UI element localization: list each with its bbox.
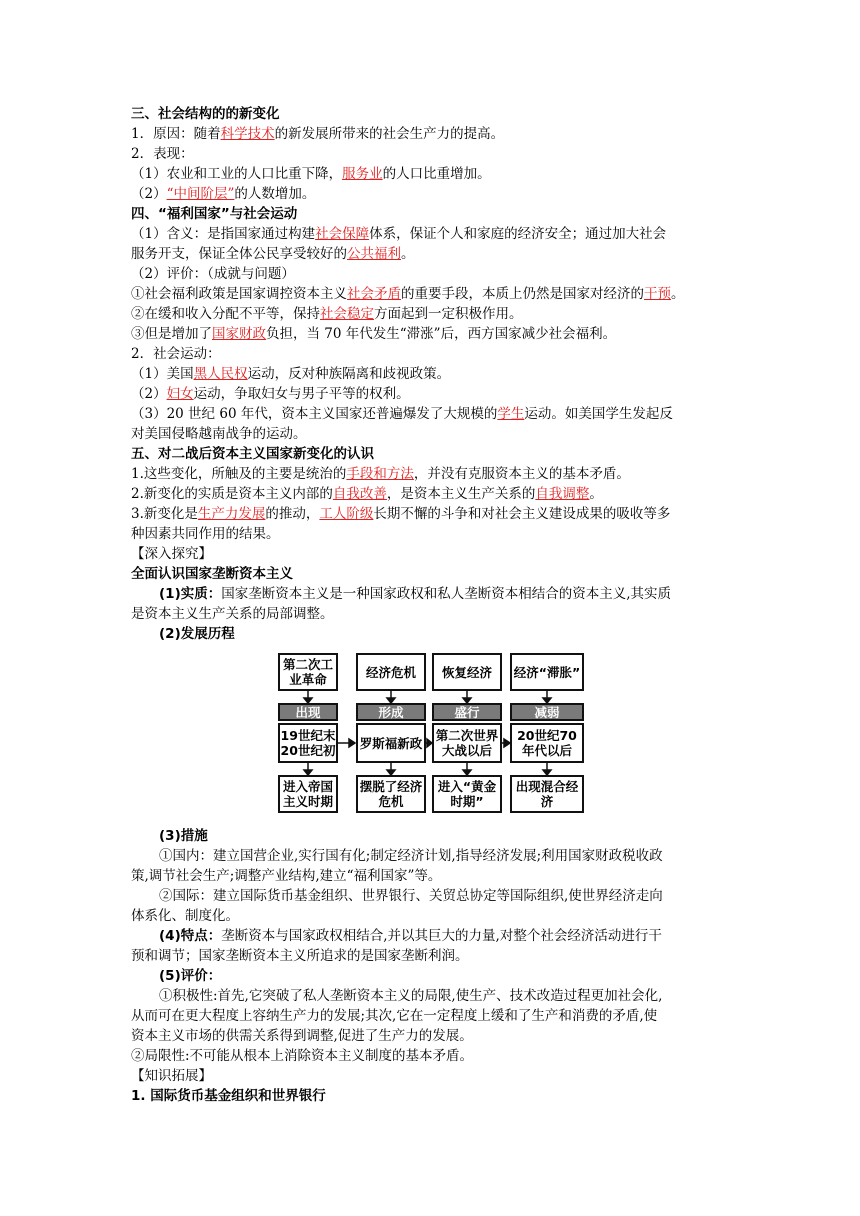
- flow-box: 19世纪末20世纪初: [278, 723, 338, 763]
- text-line: (1)实质：国家垄断资本主义是一种国家政权和私人垄断资本相结合的资本主义,其实质: [159, 586, 672, 602]
- text-line: （2）妇女运动，争取妇女与男子平等的权利。: [131, 386, 410, 402]
- section-5-title: 五、对二战后资本主义国家新变化的认识: [131, 446, 374, 462]
- text-line: 2.新变化的实质是资本主义内部的自我改善，是资本主义生产关系的自我调整。: [131, 486, 603, 502]
- text-line: 体系化、制度化。: [131, 908, 239, 924]
- flow-stage: 盛行: [432, 703, 502, 721]
- flow-box: 20世纪70年代以后: [510, 723, 584, 763]
- development-flow-diagram: [276, 653, 586, 813]
- text-line: 2．社会运动：: [131, 346, 221, 362]
- text-line: 对美国侵略越南战争的运动。: [131, 426, 307, 442]
- text-line: 资本主义市场的供需关系得到调整,促进了生产力的发展。: [131, 1028, 473, 1044]
- extension-tag: 【知识拓展】: [131, 1068, 212, 1084]
- main-text: [131, 104, 739, 644]
- section-4-title: 四、“福利国家”与社会运动: [131, 206, 298, 222]
- flow-box: 摆脱了经济危机: [356, 775, 426, 813]
- section-3-title: 三、社会结构的的新变化: [131, 106, 280, 122]
- explore-tag: 【深入探究】: [131, 546, 212, 562]
- flow-stage: 出现: [278, 703, 338, 721]
- flow-box: 进入帝国主义时期: [278, 775, 338, 813]
- text-line: ②在缓和收入分配不平等，保持社会稳定方面起到一定积极作用。: [131, 306, 523, 322]
- text-line: ③但是增加了国家财政负担，当 70 年代发生“滞涨”后，西方国家减少社会福利。: [131, 326, 617, 342]
- flow-box: 经济“滞胀”: [510, 653, 584, 691]
- flow-stage: 减弱: [510, 703, 584, 721]
- text-line: (4)特点：垄断资本与国家政权相结合,并以其巨大的力量,对整个社会经济活动进行干: [159, 928, 662, 944]
- text-line: 2．表现：: [131, 146, 194, 162]
- flow-box: 第二次世界大战以后: [432, 723, 502, 763]
- text-line: 种因素共同作用的结果。: [131, 526, 280, 542]
- text-line: ②局限性:不可能从根本上消除资本主义制度的基本矛盾。: [131, 1048, 474, 1064]
- text-line: （1）农业和工业的人口比重下降，服务业的人口比重增加。: [131, 166, 491, 182]
- subheading: (2)发展历程: [159, 626, 235, 642]
- text-line: 3.新变化是生产力发展的推动，工人阶级长期不懈的斗争和对社会主义建设成果的吸收等多: [131, 506, 671, 522]
- flow-box: 罗斯福新政: [356, 723, 426, 763]
- text-line: （3）20 世纪 60 年代，资本主义国家还普遍爆发了大规模的学生运动。如美国学生发起反: [131, 406, 673, 422]
- flow-stage: 形成: [356, 703, 426, 721]
- text-line: ①社会福利政策是国家调控资本主义社会矛盾的重要手段，本质上仍然是国家对经济的干预。: [131, 286, 685, 302]
- flow-box: 第二次工业革命: [278, 653, 338, 691]
- text-line: （1）美国黑人民权运动，反对种族隔离和歧视政策。: [131, 366, 451, 382]
- text-line: ①积极性:首先,它突破了私人垄断资本主义的局限,使生产、技术改造过程更加社会化,: [159, 988, 663, 1004]
- text-line: 预和调节；国家垄断资本主义所追求的是国家垄断利润。: [131, 948, 469, 964]
- text-line: （1）含义：是指国家通过构建社会保障体系，保证个人和家庭的经济安全；通过加大社会: [131, 226, 667, 242]
- text-line: 是资本主义生产关系的局部调整。: [131, 606, 334, 622]
- text-line: 从而可在更大程度上容纳生产力的发展;其次,它在一定程度上缓和了生产和消费的矛盾,使: [131, 1008, 658, 1024]
- text-line: （2）“中间阶层”的人数增加。: [131, 186, 316, 202]
- explore-title: 全面认识国家垄断资本主义: [131, 566, 293, 582]
- text-line: ①国内：建立国营企业,实行国有化;制定经济计划,指导经济发展;利用国家财政税收政: [159, 848, 663, 864]
- flow-box: 出现混合经济: [510, 775, 584, 813]
- text-line: 1.这些变化，所触及的主要是统治的手段和方法，并没有克服资本主义的基本矛盾。: [131, 466, 630, 482]
- measures-section: [131, 826, 739, 1106]
- text-line: 服务开支，保证全体公民享受较好的公共福利。: [131, 246, 415, 262]
- flow-arrows: [276, 653, 586, 813]
- text-line: ②国际：建立国际货币基金组织、世界银行、关贸总协定等国际组织,使世界经济走向: [159, 888, 663, 904]
- flow-box: 恢复经济: [432, 653, 502, 691]
- text-line: （2）评价：（成就与问题）: [131, 266, 295, 282]
- text-line: 1．原因：随着科学技术的新发展所带来的社会生产力的提高。: [131, 126, 505, 142]
- subheading: (3)措施: [159, 828, 208, 844]
- flow-box: 经济危机: [356, 653, 426, 691]
- text-line: 策,调节社会生产;调整产业结构,建立“福利国家”等。: [131, 868, 442, 884]
- subheading: (5)评价：: [159, 968, 222, 984]
- flow-box: 进入“黄金时期”: [432, 775, 502, 813]
- extension-title: 1. 国际货币基金组织和世界银行: [131, 1088, 326, 1104]
